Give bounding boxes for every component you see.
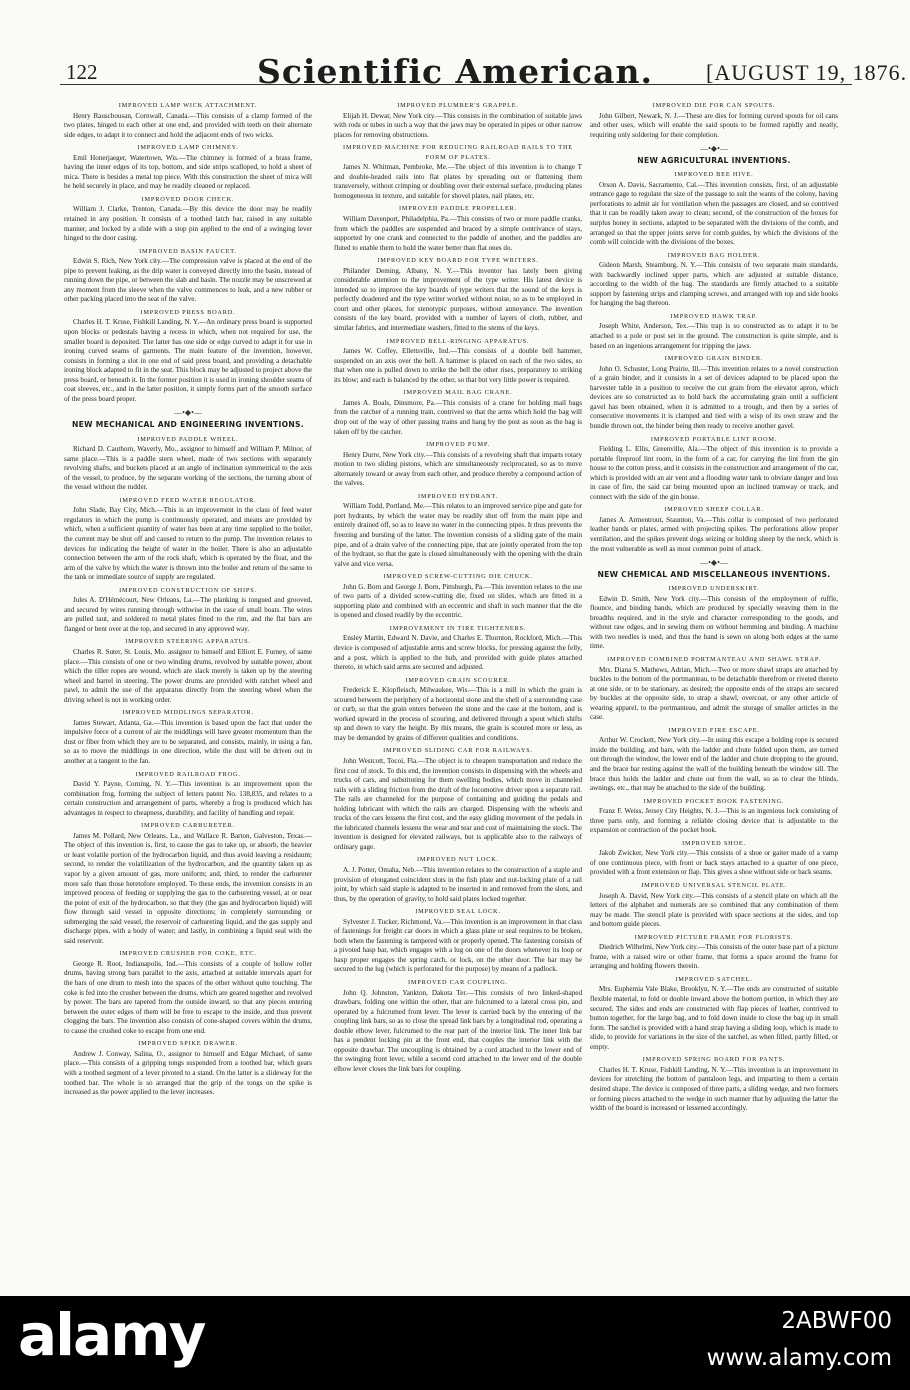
article-body: Emil Honerjaeger, Watertown, Wis.—The chimney is formed of a brass frame, having the inner edges of its top, bottom, and side strips scalloped, to hold a sheet of mica. There is besides a metal top piece. With this construction the sheet of mica will be held securely in place, and may be readily cleaned or replaced. <box>64 153 312 191</box>
article-title: IMPROVED BASIN FAUCET. <box>139 247 237 255</box>
article <box>64 949 312 1036</box>
article <box>64 821 312 946</box>
article-body: William J. Clarke, Trenton, Canada.—By this device the door may be readily retained in any position. It consists of a toothed latch bar, raised in any suitable manner, and locked by a slide with a stop pin applied to the end of a swinging lever hinged to the door casing. <box>64 205 312 243</box>
article-body: Richard D. Cauthorn, Waverly, Mo., assignor to himself and William P. Milnor, of same place.—This is a paddle stern wheel, made of two sections with separately revolving shafts, and buckets placed at an angle of inclination symmetrical to the axis of the vessel, to produce, by the separate working of the sections, the turning about of the vessel without the rudder. <box>64 445 312 492</box>
article-body: James N. Whitman, Pembroke, Me.—The object of this invention is to change T and double-headed rails into flat plates by spreading out or flattening them transversely, without crimping or doubling over their external surface, producing plates homogeneous in texture, and suitable for shovel plates, nail plates, etc. <box>334 163 582 200</box>
article-title: IMPROVED SHOE. <box>682 839 746 847</box>
section-heading: NEW AGRICULTURAL INVENTIONS. <box>637 155 791 165</box>
article <box>334 440 582 489</box>
article <box>64 195 312 244</box>
article-title: IMPROVED MACHINE FOR REDUCING RAILROAD RAILS TO THE FORM OF PLATES. <box>343 144 573 161</box>
article-title: IMPROVEMENT IN TIRE TIGHTENERS. <box>389 624 527 632</box>
article-body: Joseph White, Anderson, Tex.—This trap is so constructed as to adapt it to be attached to a pole or post set in the ground. The construction is quite simple, and is based on an ingenious arrangement for tripping the jaws. <box>590 322 838 350</box>
article-title: IMPROVED SPIKE DRAWER. <box>138 1040 238 1048</box>
article <box>590 435 838 503</box>
section-ornament: —•◆•— <box>174 408 202 418</box>
article <box>590 101 838 140</box>
article <box>590 726 838 794</box>
article-title: IMPROVED CARBURETER. <box>141 822 235 830</box>
article <box>590 881 838 930</box>
article-body: Charles H. T. Kruse, Fishkill Landing, N. Y.—An ordinary press board is supported upon blocks or pedestals having a recess in which, when not required for use, the smaller board is deposited. The latter has one side or edge curved to adapt it for use in ironing curved seams of garments. The main feature of the invention, however, consists in forming a slot in one end of said press board, and providing a detachable ironing block adapted to fit in the seat. This block may be adjusted to project above the press board, or beneath it. In the former position it is used in ironing shoulder seams of coat sleeves, etc., and in the latter position, it simply forms part of the smooth surface of the press board proper. <box>64 318 312 403</box>
article <box>334 101 582 140</box>
alamy-logo: alamy <box>18 1301 205 1369</box>
section-heading: NEW MECHANICAL AND ENGINEERING INVENTIONS. <box>71 419 304 429</box>
article-body: Gideon Marsh, Steamburg, N. Y.—This consists of two separate main standards, with backwardly inclined upper parts, which are adjusted at suitable distance, according to the width of the bag. The standards are firmly attached to a suitable support by fastening strips and clamping screws, and arranged with top and side hooks for hanging the bag thereon. <box>590 261 838 308</box>
article-body: Henry Rauschousan, Cornwall, Canada.—This consists of a clamp formed of the two plates, hinged to each other at one end, and provided with teeth on their alternate side edges, to adapt it to connect and hold the adjacent ends of two wicks. <box>64 111 312 139</box>
article <box>590 839 838 878</box>
section-heading: NEW CHEMICAL AND MISCELLANEOUS INVENTIONS. <box>597 569 831 579</box>
article <box>334 388 582 437</box>
article-body: Orson A. Davis, Sacramento, Cal.—This invention consists, first, of an adjustable entrance gage to regulate the size of the passage to suit the wants of the colony, having perforations to admit air for ventilation when the passages are closed, and so contrived that it can be readily taken away to clean; second, of the construction of the boxes for surplus honey in sections, adapted to be separated with the divisions of the comb, and arranged so that the upper joints serve for comb guides, by which the divisions of the comb will coincide with the divisions of the boxes. <box>590 180 838 247</box>
header-rule <box>60 84 852 85</box>
article-title: IMPROVED STEERING APPARATUS. <box>125 638 251 646</box>
section-ornament: —•◆•— <box>700 144 728 154</box>
article-body: Fielding L. Ellis, Greenville, Ala.—The object of this invention is to provide a portable fireproof lint room, in the form of a car, for carrying the lint from the gin house to the cotton press, and it consists in the construction and arrangement of the car, which is provided with an air vent and a flooding water tank to obviate danger and loss in case of fire, the said car being mounted upon an inclined tramway or track, and connect with the side of the gin house. <box>590 445 838 501</box>
article-title: IMPROVED RAILROAD FROG. <box>135 770 241 778</box>
article <box>334 143 582 201</box>
article-title: IMPROVED HAWK TRAP. <box>670 312 758 320</box>
article-title: IMPROVED GRAIN BINDER. <box>664 355 764 363</box>
article-body: Sylvester J. Tucker, Richmond, Va.—This invention is an improvement in that class of fastenings for freight car doors in which a glass plate or seal requires to be broken, both when the fastening is tampered with or properly opened. The fastening consists of a pivoted hasp bar, which engages with a lug on one of the doors whenever its loop or hasp proper engages the spring catch, or lock, on the other door. The bar may be secured to the lug (which is perforated for the purpose) by means of a padlock. <box>334 917 582 974</box>
article-title: IMPROVED PRESS BOARD. <box>140 308 236 316</box>
article <box>64 770 312 819</box>
article-title: IMPROVED PUMP. <box>426 441 490 449</box>
article-body: Charles R. Suter, St. Louis, Mo. assignor to himself and Elliott E. Furney, of same place.—This consists of one or two winding drums, revolved by suitable power, about which the tiller ropes are wound, which are slack merely is taken up by the steering wheel and barrel in steering. The power drums are provided with ratchet wheel and pawl, to admit the use of the apparatus directly from the steering wheel when the driving wheel is not in working order. <box>64 647 312 704</box>
article-body: James A. Armentrout, Staunton, Va.—This collar is composed of two perforated leather bands or plates, armed with projecting spikes. The perforations allow proper ventilation, and the spikes prevent dogs seizing or holding sheep by the neck, which is the most vulnerable as well as most common point of attack. <box>590 515 838 553</box>
article-title: IMPROVED POCKET BOOK FASTENING. <box>643 797 785 805</box>
article-body: James M. Pollard, New Orleans, La., and Wallace R. Barton, Galveston, Texas.—The object of this invention is, first, to cause the gas to take up, or absorb, the heavier or least volatile portion of the hydrocarbon liquid, and thus avoid leaving a residuum; second, to render the volatilization of the hydrocarbon, and the quantity taken up as vapor by a given amount of gas, more uniform; and, third, to render the carbureter more safe than those heretofore employed. To these ends, the invention consists in an improved process of feeding or supplying the gas to the carbureting vessel, at or near the point of exit of the hydrocarbon, so that they (the gas and hydrocarbon liquid) will flow through said vessel in opposite directions; in completely surrounding or submerging the said vessel, the reservoir of carbureting liquid, and the gas supply and discharge pipes, with a body of water; and lastly, in combining a liquid seal with the said reservoir. <box>64 831 312 945</box>
article-title: IMPROVED PICTURE FRAME FOR FLORISTS. <box>634 933 794 941</box>
article-title: IMPROVED SHEEP COLLAR. <box>664 506 764 514</box>
article-title: IMPROVED CONSTRUCTION OF SHIPS. <box>119 586 257 594</box>
article-title: IMPROVED BAG HOLDER. <box>667 251 761 259</box>
article <box>64 101 312 140</box>
article-title: IMPROVED BELL-RINGING APPARATUS. <box>386 337 530 345</box>
article <box>334 907 582 975</box>
article-body: George R. Root, Indianapolis, Ind.—This consists of a couple of hollow roller drums, having strong bars parallel to the axis, attached at suitable intervals apart for the bars of one drum to mesh into the spaces of the other without quite touching. The coke is fed into the crusher between the drums, which are geared together and revolved by power. The bars are tapered from the outside inward, so that any pieces entering between the outer edges of them will be free to escape to the inside, and thus prevent clogging the bars. The invention also consists of cone-shaped covers within the drums, to cause the crushed coke to escape from one end. <box>64 959 312 1035</box>
article <box>590 975 838 1052</box>
article-body: Jules A. D'Hémécourt, New Orleans, La.—The planking is tongued and grooved, and secured by wires running through withwise in the case of small boats. The wires are pulled taut, and soldered to metal plates fitted to the rim, and the flat bars are flanged or bent over at the top, and secured in any approved way. <box>64 596 312 633</box>
article-body: James W. Coffey, Ellettsville, Ind.—This consists of a double bell hammer, suspended on an axis over the bell. A hammer is placed on each of the two sides, so that when one is pulled down to strike the bell the other rises, preparatory to striking its blow; and each is balanced by the other, so that but very little power is required. <box>334 347 582 384</box>
article-title: IMPROVED COMBINED PORTMANTEAU AND SHAWL STRAP. <box>607 655 821 663</box>
article-body: Joseph A. David, New York city.—This consists of a stencil plate on which all the letters of the alphabet and numerals are so combined that any combination of them may be made. The stencil plate is provided with space sections at the sides, and top and bottom guide pieces. <box>590 891 838 929</box>
article-body: Diedrich Wilhelmi, New York city.—This consists of the outer base part of a picture frame, with a raised wire or other frame, that forms a space around the frame for arranging and holding flowers therein. <box>590 943 838 971</box>
article <box>64 308 312 404</box>
article-title: IMPROVED DIE FOR CAN SPOUTS. <box>652 102 776 109</box>
article-title: IMPROVED CAR COUPLING. <box>408 979 508 987</box>
article <box>590 505 838 554</box>
article <box>590 1055 838 1113</box>
article-body: Mrs. Euphemia Vale Blake, Brooklyn, N. Y.—The ends are constructed of suitable flexible material, to fold or double inward above the bottom portion, in which they are secured. The sides and ends are constructed with flap pieces of leather, contrived to button together, for the large bag, and to fold down inside to close the bag up in small form. The satchel is provided with a hand strap having a sliding loop, which is made to slide, to provide for variations in the size of the satchel, as when filled, partly filled, or empty. <box>590 985 838 1051</box>
article-body: James Stewart, Atlanta, Ga.—This invention is based upon the fact that under the impulsive force of a current of air the middlings will have greater momentum than the dust or fiber from which they are to be separated, and consists, mainly, in using a fan, so as to move the middlings in one direction, while the dust will be driven out in another at a tangent to the fan. <box>64 718 312 765</box>
article <box>334 256 582 333</box>
article <box>590 251 838 309</box>
article <box>590 584 838 652</box>
article-title: IMPROVED FEED WATER REGULATOR. <box>119 496 257 504</box>
article-title: IMPROVED SPRING BOARD FOR PANTS. <box>642 1056 786 1064</box>
article-body: Philander Deming, Albany, N. Y.—This inventor has lately been giving considerable attention to the improvement of the type writer. His latest device is intended so to improve the key boards of type writers that the sound of the keys is perfectly deadened and the type writer worked without noise, so as to be employed in court and other places, for stenotypic purposes, without annoyance. The invention consists of the key board, provided with a number of layers of cloth, rubber, and similar fabrics, and intermediate washers, fitted to the stems of the keys. <box>334 266 582 333</box>
article-title: IMPROVED LAMP WICK ATTACHMENT. <box>118 102 258 109</box>
article-title: IMPROVED BEE HIVE. <box>674 171 754 179</box>
article-body: John O. Schuster, Long Prairie, Ill.—This invention relates to a novel construction of a grain binder, and it consists in a set of devices adapted to be placed upon the harvester table in a position to receive the cut grain from the elevator apron, which devices are so constructed as to hold back the accumulating grain until a sufficient gavel has been obtained, when it is admitted to a trough, and then by a series of consecutive movements it is clamped and tied with a wisp of its own straw and the bundle thrown out, the binder being then ready to receive another gavel. <box>590 364 838 430</box>
column-1 <box>64 98 312 1282</box>
article <box>64 586 312 635</box>
article <box>590 354 838 431</box>
article-body: Henry Durre, New York city.—This consists of a revolving shaft that imparts rotary motion to two sliding pistons, which are simultaneously reciprocated, so as to move alternately toward or away from each other, and produce thereby a compound action of the valves. <box>334 450 582 488</box>
article-title: IMPROVED UNDERSKIRT. <box>668 585 760 593</box>
article-body: Edwin S. Rich, New York city.—The compression valve is placed at the end of the pipe to prevent leaking, as the drip water is conveyed directly into the basin, instead of running down the pipe, or between the slab and basin. The nozzle may be unscrewed at any moment from the sleeve when the valve commences to leak, and a new rubber or other packing placed into the seat of the valve. <box>64 257 312 304</box>
article-body: Jakob Zwicker, New York city.—This consists of a shoe or gaiter made of a vamp of one continuous piece, with front or back stays attached to a quarter of one piece, provided with a front extension or flap. This gives a shoe without side or back seams. <box>590 849 838 877</box>
article <box>64 708 312 766</box>
article-body: Ensley Martin, Edward N. Davie, and Charles E. Thornton, Rockford, Mich.—This device is composed of adjustable arms and screw blocks, for pressing against the felly, and a post, which is applied to the hub, and provided with guide plates attached thereto, in which said arms are secured and adjusted. <box>334 634 582 672</box>
article-body: John Gilbert, Newark, N. J.—These are dies for forming curved spouts for oil cans and other uses, which will enable the said spouts to be formed rapidly and neatly, requiring only soldering for their completion. <box>590 111 838 139</box>
watermark-url: www.alamy.com <box>706 1345 892 1371</box>
article-body: Arthur W. Crockett, New York city.—In using this escape a holding rope is secured inside the building, and bars, with the ladder and chute folded upon them, are turned out through the window, the lower end of the ladder and chute dropping to the ground, and the brace bar resting against the wall of the building beneath the window sill. The brace thus holds the ladder and chute out from the wall, so as to clear the blinds, awnings, etc., that may be attached to the side of the building. <box>590 736 838 793</box>
article-title: IMPROVED KEY BOARD FOR TYPE WRITERS. <box>377 257 539 265</box>
article-body: John Slade, Bay City, Mich.—This is an improvement in the class of feed water regulators in which the pump is continuously operated, and means are provided by which, when a sufficient quantity of water has been at any time supplied to the boiler, the current may be shut off and caused to return to the pump. The invention relates to devices for indicating the height of water in the boiler. There is also an adjustable connection between the arm of the rock shaft, which is operated by the float, and the arm of the valve by which the water is thrown into the boiler and return of the same to the tank or immediate source of supply are regulated. <box>64 506 312 582</box>
article-body: Elijah H. Dewar, New York city.—This consists in the combination of suitable jaws with rods or tubes in such a way that the jaws may be operated in pipes or other narrow places for removing obstructions. <box>334 111 582 139</box>
article-body: Andrew J. Conway, Salina, O., assignor to himself and Edgar Michael, of same place.—This consists of a gripping tongs suspended from a toothed bar, which gears with a toothed segment of a lever pivoted to a stand. On the latter is a slideway for the toothed bar. The whole is so arranged that the grip of the tongs on the spike is increased as the power applied to the lever increases. <box>64 1049 312 1097</box>
article-body: David Y. Payne, Corning, N. Y.—This invention is an improvement upon the combination frog, forming the subject of letters patent No. 138,835, and relates to a certain construction and arrangement of parts, whereby a frog is produced which has advantages in respect to cheapness, durability, and facility of handling and repair. <box>64 780 312 817</box>
article-body: Edwin D. Smith, New York city.—This consists of the employment of ruffle, flounce, and binding bands, which are produced by specially weaving them in the breadths required, and in the style and character corresponding to the goods, and without raw edges, and in sewing them on without hemming and binding. A machine with two needles is used, and thus the band is sewn on along both edges at the same time. <box>590 594 838 651</box>
article-body: Frederick E. Klopfleisch, Milwaukee, Wis.—This is a mill in which the grain is scoured between the periphery of a horizontal stone and the shell of a surrounding case or curb, so that the grain enters between the stone and the case at the bottom, and is worked upward in the process of scouring, and delivered through a spout which shifts up and down to vary the height. By this means, the grain is scoured more or less, as may be demanded by grains of different qualities and conditions. <box>334 686 582 742</box>
column-2 <box>334 98 582 1282</box>
article-title: IMPROVED PADDLE PROPELLER. <box>398 205 517 213</box>
article <box>64 637 312 705</box>
article-body: William Davenport, Philadelphia, Pa.—This consists of two or more paddle cranks, from which the paddles are suspended and braced by a simple contrivance of stays, supported by one crank and connected to the paddle of another, and the paddles are fluted to enable them to hold the water better than flat ones do. <box>334 215 582 252</box>
article <box>64 247 312 305</box>
journal-title: Scientific American. <box>257 52 653 91</box>
article <box>334 572 582 621</box>
article <box>64 1039 312 1097</box>
image-id: 2ABWF00 <box>781 1308 892 1334</box>
article <box>334 676 582 744</box>
article <box>64 435 312 493</box>
article <box>590 170 838 247</box>
article <box>64 496 312 583</box>
article-title: IMPROVED HYDRANT. <box>418 492 498 500</box>
article-title: IMPROVED DOOR CHECK. <box>141 195 235 203</box>
article <box>334 337 582 386</box>
article <box>64 143 312 192</box>
article <box>334 624 582 673</box>
column-3 <box>590 98 838 1282</box>
article-title: IMPROVED GRAIN SCOURER. <box>405 676 511 684</box>
article <box>590 655 838 723</box>
article-body: Charles H. T. Kruse, Fishkill Landing, N. Y.—This invention is an improvement in devices for stretching the bottom of pantaloon legs, and imparting to them a certain desired shape. The device is composed of three parts, a sliding wedge, and two formers or forming pieces attached to the wedge in such manner that by adjusting the latter the width of the board is increased or lessened accordingly. <box>590 1065 838 1113</box>
article <box>334 492 582 569</box>
article-title: IMPROVED SCREW-CUTTING DIE CHUCK. <box>383 573 533 581</box>
article-title: IMPROVED CRUSHER FOR COKE, ETC. <box>119 950 257 958</box>
article <box>590 933 838 972</box>
article-title: IMPROVED FIRE ESCAPE. <box>668 726 760 734</box>
article <box>334 746 582 852</box>
article <box>590 797 838 836</box>
section-ornament: —•◆•— <box>700 558 728 568</box>
article <box>334 204 582 253</box>
article-body: William Todd, Portland, Me.—This relates to an improved service pipe and gate for port hydrants, by which the water may be readily shut off from the main pipe and entirely drained off, so as to leave no water in the connecting pipes. It thus prevents the freezing and bursting of the latter. The invention consists of a sliding gate of the main pipe, and of a drain valve of the connecting pipe, that are jointly operated from the top of the hydrant, so that the gate is closed simultaneously with the opening with the drain valve and vice versa. <box>334 502 582 568</box>
article <box>590 312 838 351</box>
article-title: IMPROVED SEAL LOCK. <box>415 908 501 916</box>
page-number: 122 <box>66 60 98 84</box>
article-title: IMPROVED MAIL BAG CRANE. <box>403 389 513 397</box>
article-title: IMPROVED UNIVERSAL STENCIL PLATE. <box>641 882 787 890</box>
article-body: Franz F. Weiss, Jersey City Heights, N. J.—This is an ingenious lock consisting of three parts only, and forming a reliable closing device that is adjustable to the expansion or contraction of the pocket book. <box>590 807 838 835</box>
article-title: IMPROVED NUT LOCK. <box>417 856 499 864</box>
article <box>334 978 582 1074</box>
issue-date: [AUGUST 19, 1876. <box>706 60 908 85</box>
article-title: IMPROVED PORTABLE LINT ROOM. <box>650 435 778 443</box>
article-title: IMPROVED LAMP CHIMNEY. <box>137 144 239 152</box>
article-body: John Q. Johnston, Yankton, Dakota Ter.—This consists of two linked-shaped drawbars, folding one within the other, that are fulcrumed to a lateral cross pin, and operated by a fulcrumed front lever. The lever is carried back by the entering of the coupling link bars, so as to close the spread link bars by a longitudinal rod, operating a double elbow lever, fulcrumed to the rear part of the interior link. The inner link bar has a pendent locking pin at the front end, that couples the interior link with the opposite drawbar. The uncoupling is obtained by a cord attached to the lower end of the swinging front lever, while a second cord attached to the lower end of the double elbow lever closes the link bars for coupling. <box>334 988 582 1073</box>
article-body: John Westcott, Tocoi, Fla.—The object is to cheapen transportation and reduce the first cost of stock. To this end, the invention consists in dispensing with the wheels and trucks of cars, and substituting for them swelling bodies, which move in channeled rails with a sliding friction from the draft of the locomotive driver upon a separate rail. The rails are channeled for the purpose of containing and guiding the pedals and holding lubricant with which the rails are charged. Dispensing with the wheels and trucks of the cars lessens the first cost, and the easy gliding movement of the pedals in the lubricated channels lessens the wear and tear and cost of maintaining the stock. The invention is designed for elevated railways, but is applicable also to the railways of ordinary gage. <box>334 757 582 851</box>
article-body: John G. Born and George J. Born, Pittsburgh, Pa.—This invention relates to the use of two parts of a divided screw-cutting die, fixed on slides, which are fitted in a supporting plate and combined with an eccentric and shaft in such manner that the die is opened and closed readily by the eccentric. <box>334 582 582 620</box>
article-title: IMPROVED SATCHEL. <box>675 975 753 983</box>
article-body: Mrs. Diana S. Mathews, Adrian, Mich.—Two or more shawl straps are attached by buckles to the bottom of the portmanteau, to be detachable therefrom or riveted thereto at one side, or to be stationary, as desired; the opposite ends of the straps are secured by buckles at the opposite side, to strap a shawl, overcoat, or any other article of wearing apparel, to the portmanteau, and admit the storage of smaller articles in the case. <box>590 665 838 722</box>
article-body: A. J. Potter, Omaha, Neb.—This invention relates to the construction of a staple and provision of elongated coincident slots in the fish plate and nut-locking plate of a rail joint, by which said staple is adapted to be inserted in and removed from the slots, and thus, by the operation of gravity, to hold said plates locked together. <box>334 866 582 903</box>
article-title: IMPROVED MIDDLINGS SEPARATOR. <box>122 709 254 717</box>
article-title: IMPROVED PADDLE WHEEL. <box>137 435 239 443</box>
article-title: IMPROVED SLIDING CAR FOR RAILWAYS. <box>383 747 533 755</box>
article-title: IMPROVED PLUMBER'S GRAPPLE. <box>397 102 519 109</box>
article <box>334 855 582 904</box>
masthead <box>0 52 910 92</box>
article-body: James A. Boals, Dinsmore, Pa.—This consists of a crane for holding mail bags from the catcher of a running train, contrived so that the arms which hold the bag will drop out of the way of other passing trains and hang by the post as soon as the bag is taken off by the catcher. <box>334 398 582 436</box>
